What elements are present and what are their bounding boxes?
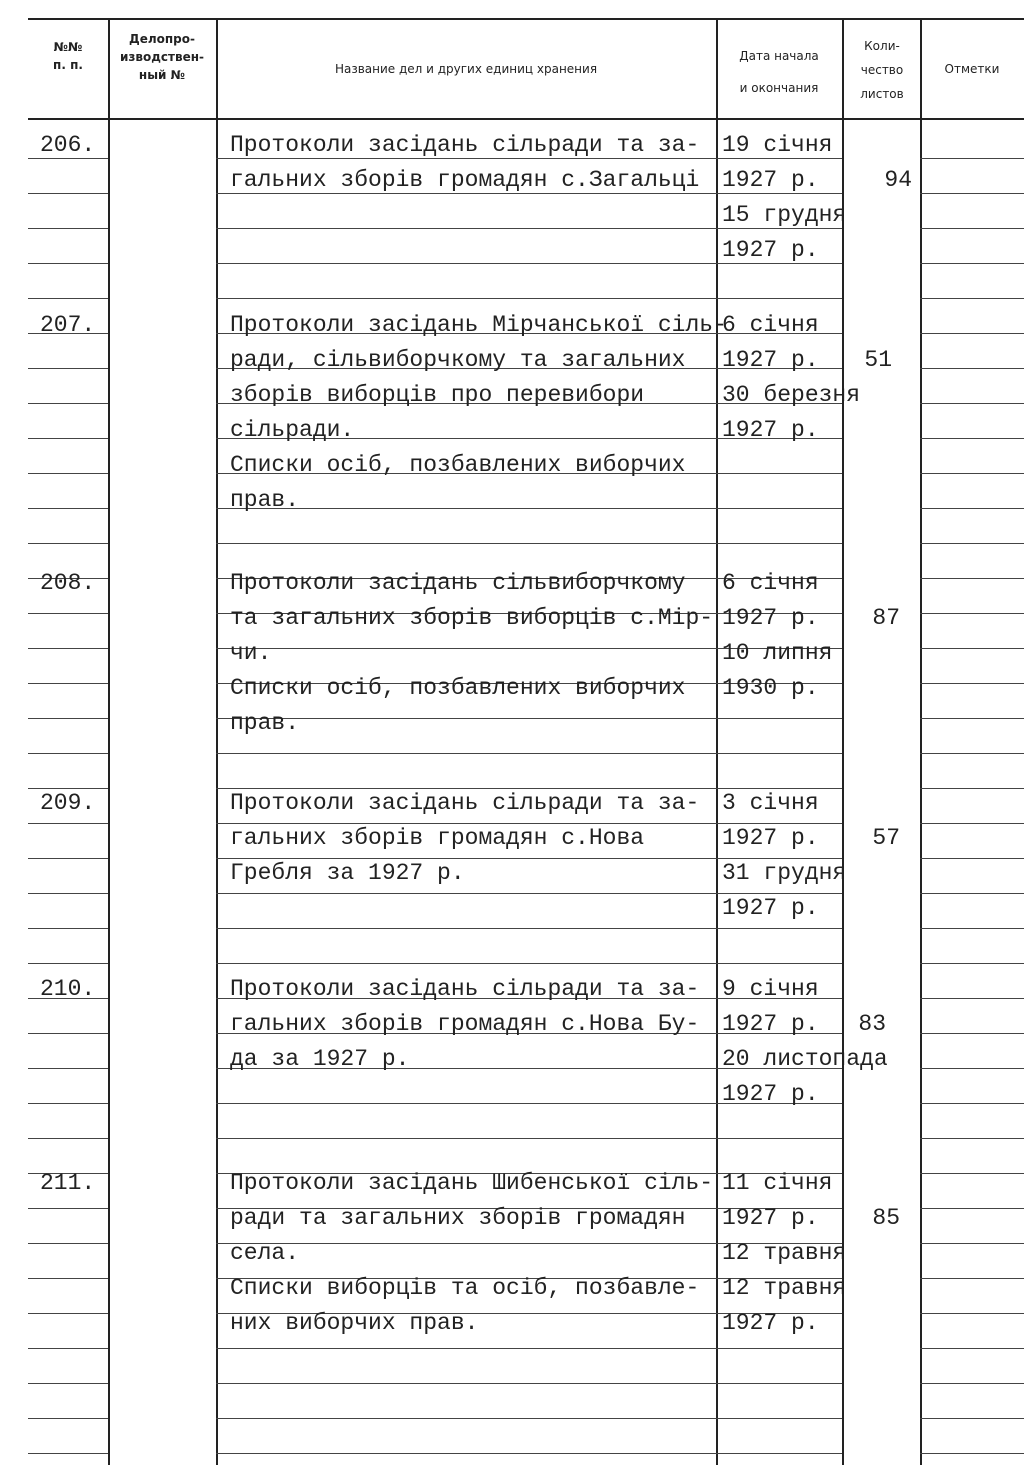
ruled-line [28, 1033, 108, 1034]
ruled-line [920, 1173, 1024, 1174]
ruled-line [28, 1348, 108, 1349]
record-number: 207. [40, 312, 96, 338]
ruled-line [920, 578, 1024, 579]
ruled-line [28, 543, 108, 544]
header-notes: Отметки [944, 62, 1000, 76]
record-dates: 19 січня 1927 р. 15 грудня 1927 р. [722, 132, 847, 263]
ruled-line [216, 928, 842, 929]
ruled-line [28, 648, 108, 649]
ruled-line [920, 1383, 1024, 1384]
ruled-line [920, 858, 1024, 859]
ruled-line [920, 1208, 1024, 1209]
ruled-line [28, 193, 108, 194]
ruled-line [28, 368, 108, 369]
record-number: 209. [40, 790, 96, 816]
ruled-line [920, 1103, 1024, 1104]
record-number: 208. [40, 570, 96, 596]
record-dates: 6 січня 1927 р. 30 березня 1927 р. [722, 312, 861, 443]
ruled-line [28, 1383, 108, 1384]
ruled-line [28, 438, 108, 439]
ruled-line [920, 718, 1024, 719]
ruled-line [920, 1138, 1024, 1139]
ruled-line [28, 683, 108, 684]
ruled-line [920, 368, 1024, 369]
column-divider [216, 18, 218, 1465]
table-top-border [28, 18, 1024, 20]
record-sheets: 83 [858, 1011, 886, 1037]
record-title: Протоколи засідань сільради та за- гальних зборів громадян с.Нова Бу- да за 1927 р. [230, 976, 700, 1072]
ruled-line [920, 1453, 1024, 1454]
record-number: 210. [40, 976, 96, 1002]
ruled-line [28, 1068, 108, 1069]
record-sheets: 51 [864, 347, 892, 373]
ruled-line [920, 823, 1024, 824]
ruled-line [28, 893, 108, 894]
ruled-line [28, 1103, 108, 1104]
ruled-line [28, 753, 108, 754]
header-title: Название дел и других единиц хранения [334, 62, 598, 76]
ruled-line [920, 473, 1024, 474]
ruled-line [920, 1313, 1024, 1314]
ruled-line [28, 228, 108, 229]
record-title: Протоколи засідань сільради та за- гальних зборів громадян с.Нова Гребля за 1927 р. [230, 790, 700, 886]
header-office-number: Делопро- изводствен- ный № [120, 32, 204, 82]
ruled-line [216, 298, 842, 299]
ruled-line [28, 718, 108, 719]
record-title: Протоколи засідань Мірчанської сіль- ради, сільвиборчкому та загальних зборів виборців про перевибори сільради. Списки осіб, позбавлених виборчих прав. [230, 312, 727, 513]
ruled-line [920, 683, 1024, 684]
ruled-line [28, 403, 108, 404]
ruled-line [216, 543, 842, 544]
ruled-line [28, 928, 108, 929]
ruled-line [28, 298, 108, 299]
ruled-line [28, 1453, 108, 1454]
ruled-line [216, 1348, 842, 1349]
ruled-line [920, 893, 1024, 894]
record-dates: 3 січня 1927 р. 31 грудня 1927 р. [722, 790, 847, 921]
ruled-line [28, 1243, 108, 1244]
record-title: Протоколи засідань Шибенської сіль- ради та загальних зборів громадян села. Списки виборців та осіб, позбавле- них виборчих прав. [230, 1170, 714, 1336]
record-dates: 11 січня 1927 р. 12 травня 12 травня 1927 р. [722, 1170, 847, 1336]
ruled-line [216, 1418, 842, 1419]
ruled-line [28, 1208, 108, 1209]
ruled-line [920, 263, 1024, 264]
ruled-line [28, 858, 108, 859]
ruled-line [920, 158, 1024, 159]
ruled-line [920, 963, 1024, 964]
ruled-line [28, 963, 108, 964]
ruled-line [216, 963, 842, 964]
ruled-line [920, 438, 1024, 439]
ruled-line [920, 508, 1024, 509]
ruled-line [216, 753, 842, 754]
ruled-line [28, 473, 108, 474]
ruled-line [920, 788, 1024, 789]
ruled-line [216, 1383, 842, 1384]
record-title: Протоколи засідань сільвиборчкому та загальних зборів виборців с.Мір- чи. Списки осіб, позбавлених виборчих прав. [230, 570, 714, 736]
ruled-line [920, 193, 1024, 194]
record-sheets: 94 [884, 167, 912, 193]
ruled-line [920, 1068, 1024, 1069]
ruled-line [920, 1033, 1024, 1034]
ruled-line [28, 1418, 108, 1419]
ruled-line [920, 1418, 1024, 1419]
header-number: №№ п. п. [53, 40, 83, 72]
column-divider [108, 18, 110, 1465]
record-sheets: 85 [872, 1205, 900, 1231]
ruled-line [920, 1348, 1024, 1349]
record-number: 206. [40, 132, 96, 158]
ruled-line [920, 403, 1024, 404]
record-sheets: 57 [872, 825, 900, 851]
ruled-line [28, 1138, 108, 1139]
record-title: Протоколи засідань сільради та за- гальних зборів громадян с.Загальці [230, 132, 700, 193]
header-sheets: Коли- чество листов [860, 39, 904, 101]
ruled-line [28, 823, 108, 824]
ruled-line [28, 263, 108, 264]
ruled-line [216, 1453, 842, 1454]
ruled-line [920, 928, 1024, 929]
ruled-line [28, 508, 108, 509]
record-dates: 6 січня 1927 р. 10 липня 1930 р. [722, 570, 833, 701]
ruled-line [920, 753, 1024, 754]
ruled-line [920, 333, 1024, 334]
column-divider [920, 18, 922, 1465]
ruled-line [28, 613, 108, 614]
record-dates: 9 січня 1927 р. 20 листопада 1927 р. [722, 976, 888, 1107]
ruled-line [920, 298, 1024, 299]
ruled-line [920, 648, 1024, 649]
ruled-line [28, 1278, 108, 1279]
ruled-line [216, 1138, 842, 1139]
ruled-line [28, 1313, 108, 1314]
column-divider [716, 18, 718, 1465]
ruled-line [920, 1278, 1024, 1279]
record-sheets: 87 [872, 605, 900, 631]
ruled-line [920, 1243, 1024, 1244]
header-bottom-border [28, 118, 1024, 120]
header-dates: Дата начала и окончания [739, 49, 819, 95]
record-number: 211. [40, 1170, 96, 1196]
ruled-line [920, 613, 1024, 614]
ruled-line [920, 998, 1024, 999]
ruled-line [920, 543, 1024, 544]
ruled-line [920, 228, 1024, 229]
